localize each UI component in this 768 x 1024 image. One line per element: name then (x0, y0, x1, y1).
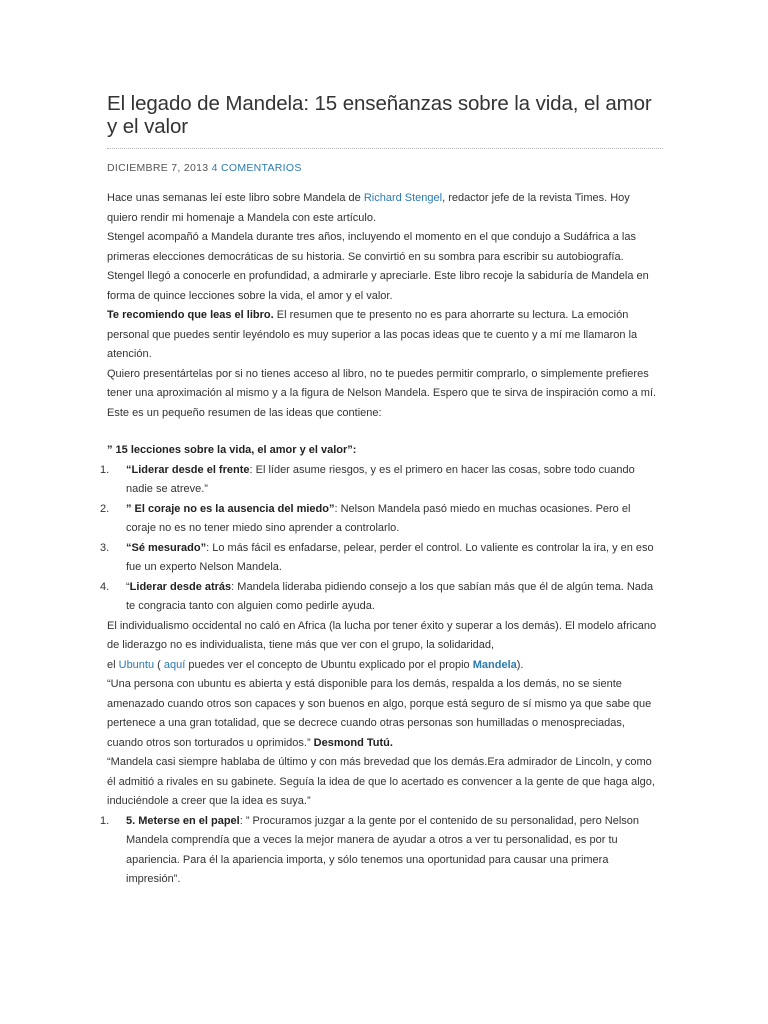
intro-paragraph-2: Stengel acompañó a Mandela durante tres años, incluyendo el momento en el que condujo a Sudáfrica a las primeras elecciones democráticas de su historia. Se convirtió en su sombra para escribir su autobiografía. (107, 231, 636, 263)
recommendation-bold: Te recomiendo que leas el libro. (107, 309, 274, 321)
tutu-quote: “Una persona con ubuntu es abierta y está disponible para los demás, respalda a los demás, no se siente amenazado cuando otros son capaces y son buenos en algo, porque está seguro de sí mismo ya que sabe que pertenece a una gran totalidad, que se decrece cuando otras personas son humilladas o menospreciadas, cuando otros son torturados u oprimidos.” Desmond Tutú. (107, 678, 652, 749)
richard-stengel-link[interactable]: Richard Stengel (363, 192, 443, 204)
list-item: 1. “Liderar desde el frente: El líder asume riesgos, y es el primero en hacer las cosas, sobre todo cuando nadie se atreve.” (100, 463, 635, 495)
intro-paragraph-1: Hace unas semanas leí este libro sobre Mandela de Richard Stengel, redactor jefe de la revista Times. Hoy quiero rendir mi homenaje a Mandela con este artículo. (107, 192, 630, 224)
ubuntu-paragraph: El individualismo occidental no caló en Africa (la lucha por tener éxito y superar a los demás). El modelo africano de liderazgo no es individualista, tiene más que ver con el grupo, la solidaridad, (107, 619, 657, 651)
list-item: 2. ” El coraje no es la ausencia del miedo”: Nelson Mandela pasó miedo en muchas ocasiones. Pero el coraje no es no tener miedo sino aprender a controlarlo. (100, 502, 631, 534)
aqui-link[interactable]: aquí (163, 658, 186, 671)
intro-paragraph-5: Quiero presentártelas por si no tienes acceso al libro, no te puedes permitir comprarlo, o simplemente prefieres tener una aproximación al mismo y a la figura de Nelson Mandela. Espero que te sirva de inspiración como a mí. (107, 367, 657, 399)
article-title: El legado de Mandela: 15 enseñanzas sobre la vida, el amor y el valor (107, 92, 652, 138)
comments-link[interactable]: 4 COMENTARIOS (211, 162, 302, 174)
intro-paragraph-4: Te recomiendo que leas el libro. El resumen que te presento no es para ahorrarte su lectura. La emoción personal que puedes sentir leyéndolo es muy superior a las pocas ideas que te cuento y a mí me llamaron la atención. (107, 309, 638, 360)
list-item: 3. “Sé mesurado”: Lo más fácil es enfadarse, pelear, perder el control. Lo valiente es controlar la ira, y en eso fue un experto Nelson Mandela. (100, 541, 654, 573)
post-date: DICIEMBRE 7, 2013 (107, 162, 209, 174)
ubuntu-links-line: el Ubuntu ( aquí puedes ver el concepto de Ubuntu explicado por el propio Mandela). (107, 658, 524, 671)
quote-author: Desmond Tutú. (313, 736, 393, 749)
list-item: 4. “Liderar desde atrás: Mandela lideraba pidiendo consejo a los que sabían más que él de algún tema. Nada te congracia tanto con alguien como pedirle ayuda. (100, 580, 654, 612)
lessons-heading: ” 15 lecciones sobre la vida, el amor y el valor”: (107, 444, 357, 456)
ubuntu-link[interactable]: Ubuntu (118, 658, 155, 671)
intro-paragraph-3: Stengel llegó a conocerle en profundidad, a admirarle y apreciarle. Este libro recoje la sabiduría de Mandela en forma de quince lecciones sobre la vida, el amor y el valor. (107, 270, 649, 302)
article (100, 92, 663, 890)
spacer (107, 423, 663, 441)
post-meta (107, 162, 663, 174)
lessons-list (100, 461, 663, 617)
list-item: 1. 5. Meterse en el papel: ” Procuramos juzgar a la gente por el contenido de su personalidad, pero Nelson Mandela comprendía que a veces la mejor manera de ayudar a otros a ver tu personalidad, es por tu apariencia. Para él la apariencia importa, y sólo tenemos una oportunidad para causar una primera impresión”. (100, 814, 640, 885)
title-divider (107, 148, 663, 149)
mandela-quote: “Mandela casi siempre hablaba de último y con más brevedad que los demás.Era admirador de Lincoln, y como él admitió a rivales en su gabinete. Seguía la idea de que lo acertado es convencer a la gente de que haga algo, induciéndole a creer que la idea es suya.” (107, 756, 655, 807)
lesson-5-list (100, 812, 663, 890)
mandela-link[interactable]: Mandela (472, 658, 517, 671)
intro-paragraph-6: Este es un pequeño resumen de las ideas que contiene: (107, 406, 382, 419)
article-body (100, 189, 663, 890)
